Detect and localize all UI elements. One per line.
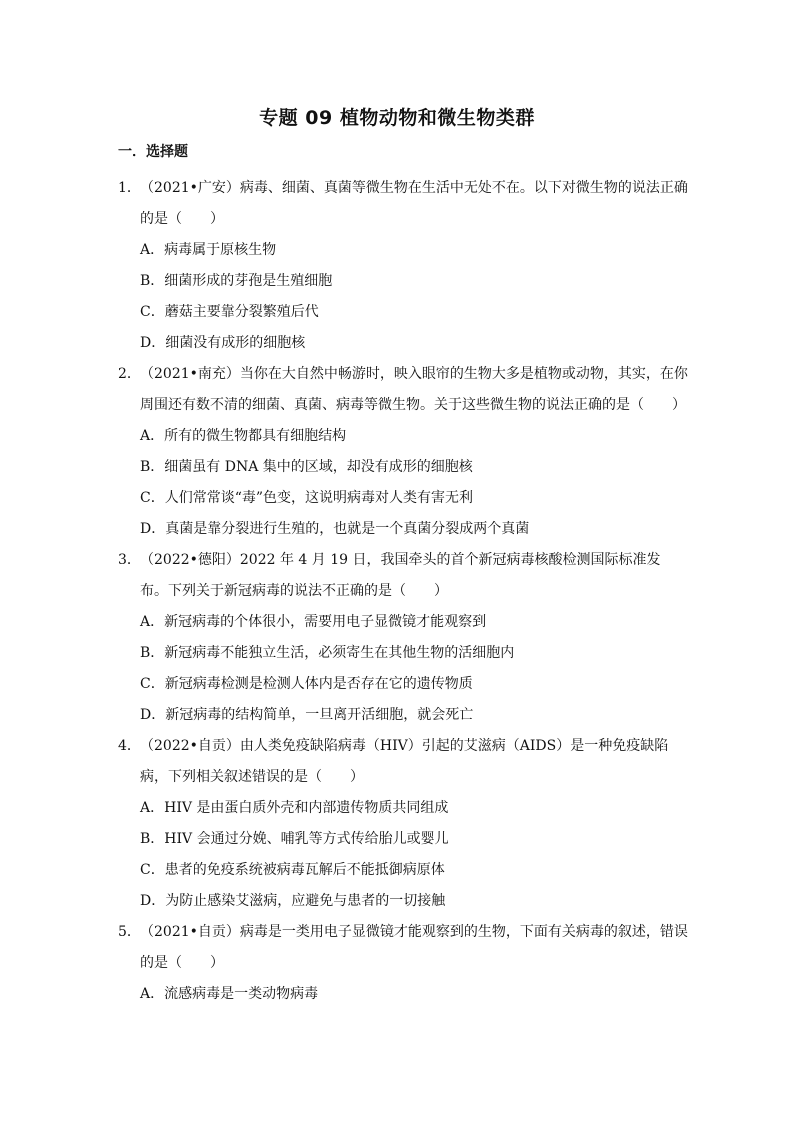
question-stem — [118, 359, 688, 421]
answer-option: C．蘑菇主要靠分裂繁殖后代 — [140, 304, 319, 320]
question-item — [118, 359, 688, 545]
question-number: 3． — [118, 552, 141, 568]
answer-option: D．新冠病毒的结构简单，一旦离开活细胞，就会死亡 — [140, 707, 474, 723]
question-number: 4． — [118, 738, 141, 754]
question-item — [118, 731, 688, 917]
question-text: （2021•自贡）病毒是一类用电子显微镜才能观察到的生物，下面有关病毒的叙述，错误的是（ ） — [140, 924, 688, 971]
answer-option: B．新冠病毒不能独立生活，必须寄生在其他生物的活细胞内 — [140, 645, 515, 661]
question-number: 1． — [118, 180, 141, 196]
answer-option: C．患者的免疫系统被病毒瓦解后不能抵御病原体 — [140, 862, 445, 878]
question-text: （2021•南充）当你在大自然中畅游时，映入眼帘的生物大多是植物或动物，其实，在你周围还有数不清的细菌、真菌、病毒等微生物。关于这些微生物的说法正确的是（ ） — [140, 366, 688, 413]
section-heading: 一．选择题 — [118, 144, 188, 160]
question-text: （2022•自贡）由人类免疫缺陷病毒（HIV）引起的艾滋病（AIDS）是一种免疫缺陷病，下列相关叙述错误的是（ ） — [140, 738, 669, 785]
answer-option: A．病毒属于原核生物 — [140, 242, 277, 258]
answer-option: D．真菌是靠分裂进行生殖的，也就是一个真菌分裂成两个真菌 — [140, 521, 530, 537]
answer-option: C．人们常常谈“毒”色变，这说明病毒对人类有害无利 — [140, 490, 474, 506]
question-list — [118, 173, 688, 1010]
question-text: （2022•德阳）2022 年 4 月 19 日，我国牵头的首个新冠病毒核酸检测国际标准发布。下列关于新冠病毒的说法不正确的是（ ） — [140, 552, 661, 599]
answer-option: A．新冠病毒的个体很小，需要用电子显微镜才能观察到 — [140, 614, 487, 630]
answer-option: A．HIV 是由蛋白质外壳和内部遗传物质共同组成 — [140, 800, 449, 816]
question-stem — [118, 545, 688, 607]
question-text: （2021•广安）病毒、细菌、真菌等微生物在生活中无处不在。以下对微生物的说法正确的是（ ） — [140, 180, 688, 227]
answer-option: B．HIV 会通过分娩、哺乳等方式传给胎儿或婴儿 — [140, 831, 449, 847]
answer-option: A．所有的微生物都具有细胞结构 — [140, 428, 347, 444]
answer-option: D．细菌没有成形的细胞核 — [140, 335, 306, 351]
question-stem — [118, 731, 688, 793]
question-number: 5． — [118, 924, 141, 940]
answer-option: B．细菌虽有 DNA 集中的区域，却没有成形的细胞核 — [140, 459, 473, 475]
answer-option: D．为防止感染艾滋病，应避免与患者的一切接触 — [140, 893, 446, 909]
question-item — [118, 545, 688, 731]
question-stem — [118, 173, 688, 235]
question-stem — [118, 917, 688, 979]
question-item — [118, 917, 688, 1010]
answer-option: B．细菌形成的芽孢是生殖细胞 — [140, 273, 333, 289]
answer-option: C．新冠病毒检测是检测人体内是否存在它的遗传物质 — [140, 676, 473, 692]
answer-option: A．流感病毒是一类动物病毒 — [140, 986, 319, 1002]
question-item — [118, 173, 688, 359]
question-number: 2． — [118, 366, 141, 382]
page-title: 专题 09 植物动物和微生物类群 — [259, 107, 535, 129]
